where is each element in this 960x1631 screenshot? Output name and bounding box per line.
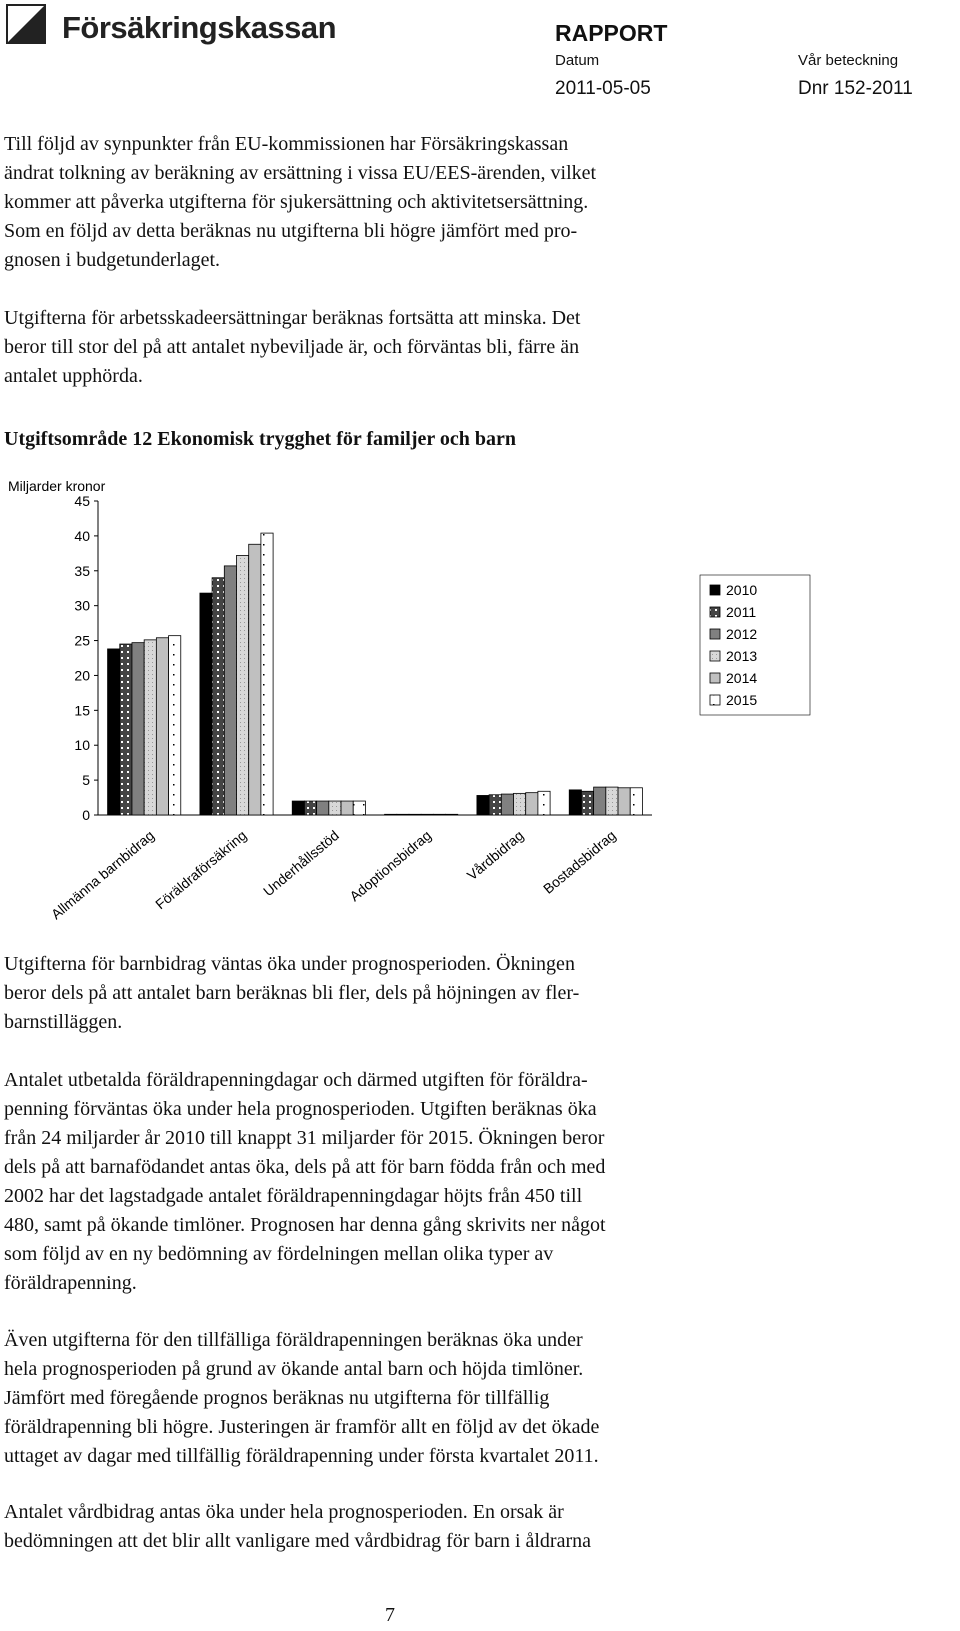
bar-2012 — [224, 566, 236, 815]
bar-2015 — [353, 801, 365, 815]
y-tick-label: 35 — [74, 562, 90, 579]
ref-label: Vår beteckning — [798, 52, 899, 69]
bar-2010 — [477, 795, 489, 815]
section-heading: Utgiftsområde 12 Ekonomisk trygghet för familjer och barn — [4, 428, 516, 450]
doc-type: RAPPORT — [555, 20, 668, 46]
y-axis-title: Miljarder kronor — [8, 478, 106, 494]
paragraph-barnbidrag: Utgifterna för barnbidrag väntas öka under prognosperioden. Ökningen beror dels på att antalet barn beräknas bli fler, dels på höjningen av fler- barnstilläggen. — [4, 953, 580, 1033]
y-tick-label: 45 — [74, 493, 90, 509]
bar-2010 — [200, 593, 212, 815]
bar-2010 — [569, 790, 581, 815]
bar-2014 — [341, 801, 353, 815]
x-axis-labels — [48, 827, 619, 922]
ref-value: Dnr 152-2011 — [798, 78, 913, 99]
y-tick-label: 15 — [74, 702, 90, 719]
legend-label: 2010 — [726, 582, 758, 598]
bar-2011 — [120, 644, 132, 815]
bar-2014 — [156, 638, 168, 815]
legend-swatch-2014 — [710, 673, 720, 683]
legend-swatch-2010 — [710, 585, 720, 595]
bar-2012 — [132, 643, 144, 815]
date-label: Datum — [555, 52, 600, 69]
legend-swatch-2015 — [710, 695, 720, 705]
paragraph-tillfallig: Även utgifterna för den tillfälliga föräldrapenningen beräknas öka under hela prognosperioden på grund av ökande antal barn och höjda timlöner. Jämfört med föregående prognos beräknas nu utgifterna för tillfällig föräldrapenning bli högre. Justeringen är framför allt en följd av det ökade uttaget av dagar med tillfällig föräldrapenning under första kvartalet 2011. — [4, 1329, 600, 1467]
bar-2015 — [169, 636, 181, 815]
bar-2011 — [397, 814, 409, 815]
y-tick-label: 40 — [74, 527, 90, 544]
date-value: 2011-05-05 — [555, 78, 651, 99]
y-tick-label: 5 — [82, 772, 90, 789]
bar-2010 — [385, 814, 397, 815]
bar-2014 — [249, 544, 261, 815]
bar-2014 — [526, 793, 538, 815]
legend-label: 2014 — [726, 670, 758, 686]
x-tick-label: Vårdbidrag — [463, 827, 527, 884]
bar-2015 — [538, 791, 550, 815]
bar-2010 — [108, 649, 120, 815]
bar-2015 — [630, 788, 642, 815]
bar-2012 — [594, 787, 606, 815]
x-tick-label: Underhållsstöd — [260, 827, 342, 900]
legend-label: 2015 — [726, 692, 758, 708]
bar-2011 — [304, 801, 316, 815]
bars — [108, 533, 643, 815]
x-tick-label: Adoptionsbidrag — [346, 827, 435, 905]
bar-2013 — [237, 555, 249, 815]
y-tick-label: 20 — [74, 667, 90, 684]
x-tick-label: Föräldraförsäkring — [152, 827, 250, 913]
logo-icon — [6, 4, 46, 44]
bar-2013 — [144, 640, 156, 815]
paragraph-arbetsskada: Utgifterna för arbetsskadeersättningar beräknas fortsätta att minska. Det beror till stor del på att antalet nybeviljade är, och förväntas bli, färre än antalet upphörda. — [4, 307, 581, 387]
legend-label: 2012 — [726, 626, 758, 642]
paragraph-foraldrapenning: Antalet utbetalda föräldrapenningdagar och därmed utgiften för föräldra- penning förväntas öka under hela prognosperioden. Utgiften beräknas öka från 24 miljarder år 2010 till knappt 31 miljarder för 2015. Ökningen beror dels på att barnafödandet antas öka, dels på att för barn födda från och med 2002 har det lagstadgade antalet föräldrapenningdagar höjts från 450 till 480, samt på ökande timlöner. Prognosen har denna gång skrivits ner något som följd av en ny bedömning av fördelningen mellan olika typer av föräldrapenning. — [4, 1069, 606, 1294]
bar-2014 — [433, 814, 445, 815]
y-tick-label: 30 — [74, 597, 90, 614]
bar-2010 — [292, 801, 304, 815]
bar-2013 — [514, 793, 526, 815]
bar-2014 — [618, 788, 630, 815]
bar-2012 — [317, 801, 329, 815]
y-tick-label: 0 — [82, 807, 90, 823]
legend-swatch-2012 — [710, 629, 720, 639]
bar-2012 — [501, 794, 513, 815]
bar-2013 — [329, 801, 341, 815]
y-tick-label: 25 — [74, 632, 90, 649]
bar-chart — [0, 470, 960, 930]
bar-2015 — [446, 814, 458, 815]
bar-2013 — [606, 787, 618, 815]
logo — [6, 4, 46, 44]
legend-label: 2013 — [726, 648, 758, 664]
paragraph-sjukersattning: Till följd av synpunkter från EU-kommissionen har Försäkringskassan ändrat tolkning av beräkning av ersättning i vissa EU/EES-ärenden, vilket kommer att påverka utgifterna för sjukersättning och aktivitetsersättning. Som en följd av detta beräknas nu utgifterna bli högre jämfört med pro- gnosen i budgetunderlaget. — [4, 133, 597, 271]
x-tick-label: Bostadsbidrag — [539, 827, 619, 897]
paragraph-vardbidrag: Antalet vårdbidrag antas öka under hela prognosperioden. En orsak är bedömningen att det blir allt vanligare med vårdbidrag för barn i åldrarna — [4, 1501, 592, 1552]
brand-name: Försäkringskassan — [62, 10, 337, 45]
legend-label: 2011 — [726, 604, 757, 620]
bar-2011 — [212, 578, 224, 815]
legend — [700, 575, 810, 715]
bar-2012 — [409, 814, 421, 815]
x-tick-label: Allmänna barnbidrag — [47, 827, 158, 923]
legend-swatch-2013 — [710, 651, 720, 661]
bar-2015 — [261, 533, 273, 815]
bar-2013 — [421, 814, 433, 815]
legend-swatch-2011 — [710, 607, 720, 617]
page-number: 7 — [385, 1604, 395, 1626]
y-tick-label: 10 — [74, 737, 90, 754]
bar-2011 — [581, 791, 593, 815]
bar-2011 — [489, 795, 501, 815]
